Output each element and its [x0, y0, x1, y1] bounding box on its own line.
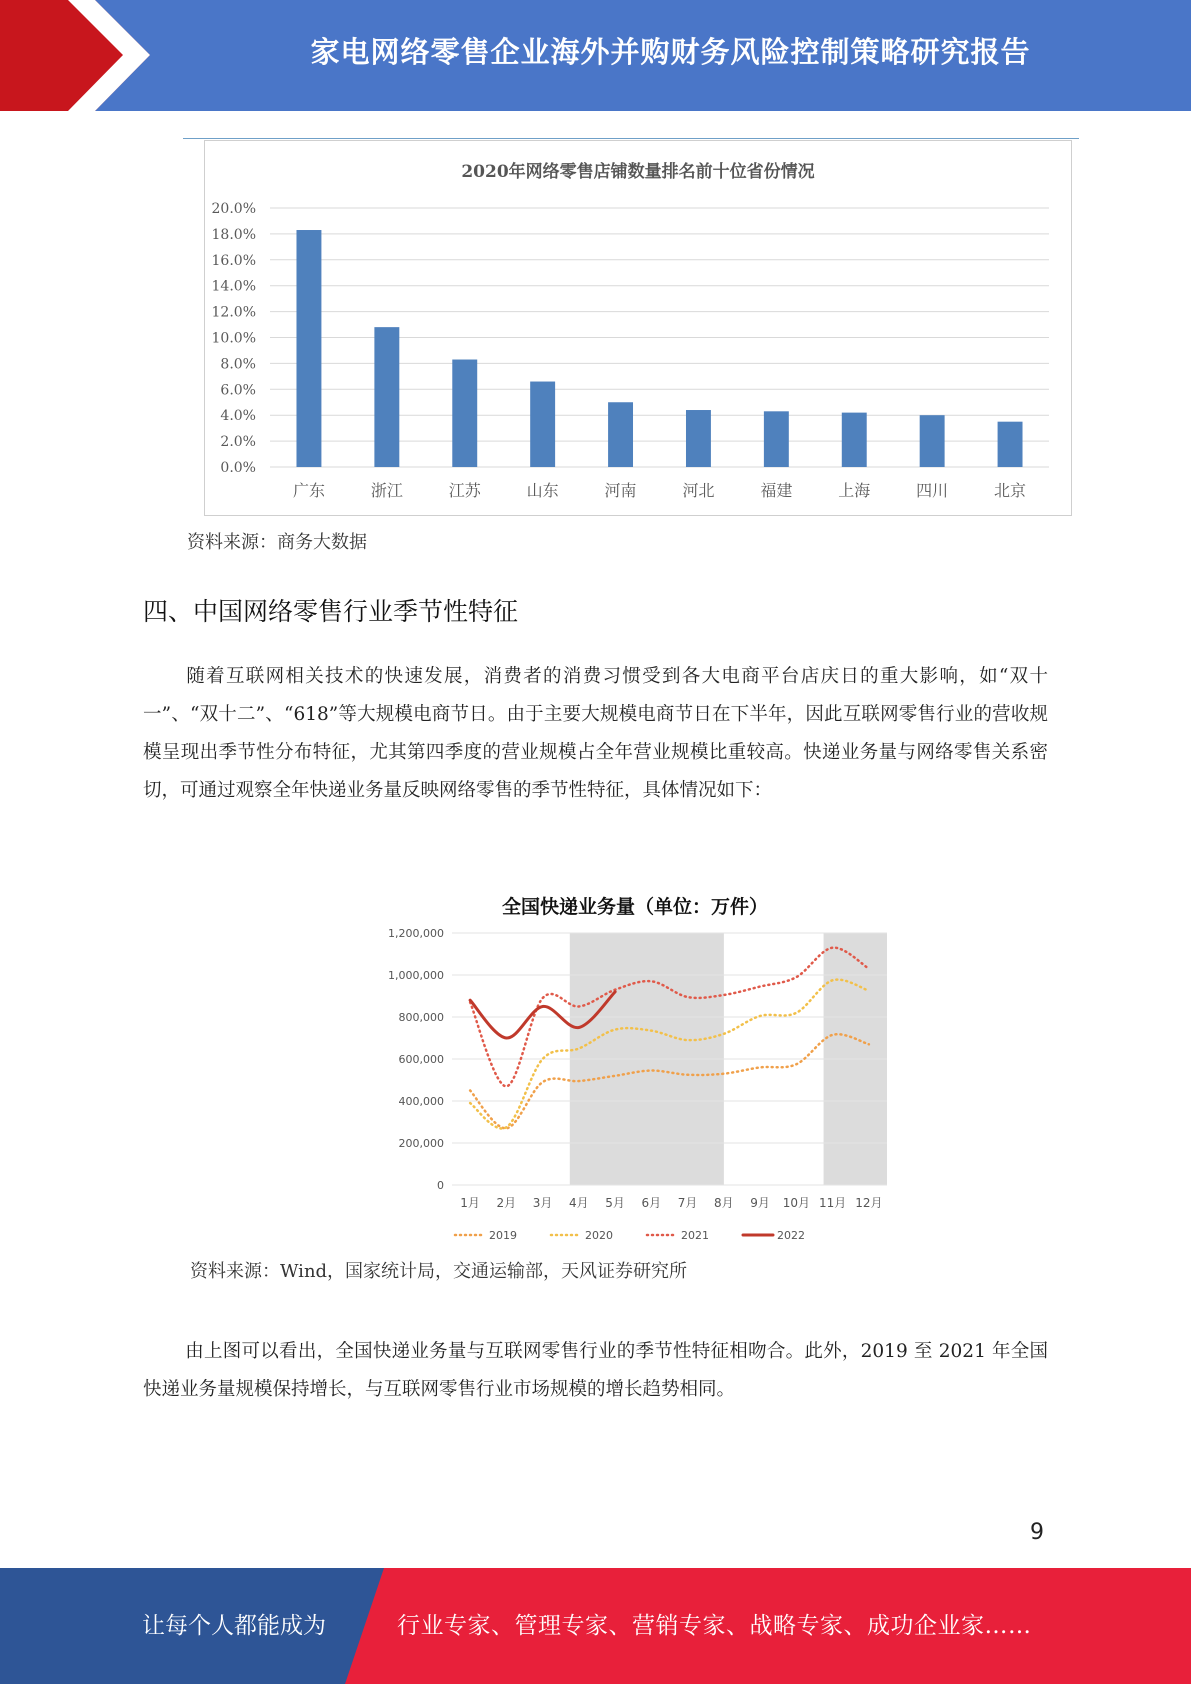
- bar-chart-category-label: 江苏: [448, 481, 481, 500]
- line-chart-month-label: 5月: [605, 1196, 625, 1210]
- line-chart: [380, 915, 900, 1255]
- line-chart-month-label: 7月: [677, 1196, 698, 1210]
- footer-slogan-right: 行业专家、管理专家、营销专家、战略专家、成功企业家……: [397, 1613, 1032, 1639]
- legend-label-2021: 2021: [681, 1229, 709, 1242]
- chart1-top-rule: [183, 138, 1079, 139]
- line-chart-month-label: 9月: [750, 1196, 770, 1210]
- line-chart-month-label: 10月: [782, 1196, 811, 1210]
- chart2-source: 资料来源：Wind，国家统计局，交通运输部，天风证券研究所: [190, 1261, 688, 1282]
- line-chart-ytick-label: 0: [437, 1179, 444, 1192]
- line-chart-ytick-label: 800,000: [398, 1011, 444, 1024]
- legend-label-2020: 2020: [585, 1229, 613, 1242]
- line-chart-month-label: 2月: [496, 1196, 517, 1210]
- bar-chart-category-label: 福建: [760, 481, 793, 500]
- bar-chart-ytick-label: 8.0%: [220, 356, 256, 373]
- line-chart-ytick-label: 400,000: [398, 1095, 444, 1108]
- bar-0: [296, 230, 321, 467]
- line-chart-month-label: 12月: [855, 1196, 883, 1210]
- bar-chart: [205, 141, 1071, 515]
- line-chart-ytick-label: 1,000,000: [388, 969, 444, 982]
- bar-1: [374, 327, 399, 467]
- bar-5: [686, 410, 711, 467]
- bar-chart-category-label: 山东: [526, 481, 559, 500]
- bar-chart-ytick-label: 6.0%: [220, 382, 256, 399]
- bar-8: [920, 415, 945, 467]
- footer-slogan-left: 让每个人都能成为: [142, 1613, 326, 1639]
- paragraph-1: [143, 658, 1048, 810]
- line-chart-ytick-label: 1,200,000: [388, 927, 444, 940]
- bar-chart-category-label: 浙江: [370, 481, 403, 500]
- line-chart-month-label: 6月: [641, 1196, 662, 1210]
- paragraph-1-text: 随着互联网相关技术的快速发展，消费者的消费习惯受到各大电商平台店庆日的重大影响，如“双十一”、“双十二”、“618”等大规模电商节日。由于主要大规模电商节日在下半年，因此互联网零售行业的营收规模呈现出季节性分布特征，尤其第四季度的营业规模占全年营业规模比重较高。快递业务量与网络零售关系密切，可通过观察全年快递业务量反映网络零售的季节性特征，具体情况如下：: [143, 666, 1048, 801]
- bar-4: [608, 402, 633, 467]
- header-title: 家电网络零售企业海外并购财务风险控制策略研究报告: [310, 35, 1031, 69]
- bar-chart-ytick-label: 14.0%: [211, 278, 256, 295]
- legend-label-2019: 2019: [489, 1229, 517, 1242]
- line-chart-month-label: 4月: [569, 1196, 589, 1210]
- bar-7: [842, 413, 867, 467]
- bar-chart-ytick-label: 18.0%: [211, 226, 256, 243]
- bar-chart-category-label: 北京: [994, 481, 1027, 500]
- bar-chart-category-label: 上海: [838, 481, 871, 500]
- bar-chart-category-label: 广东: [292, 481, 325, 500]
- line-chart-month-label: 3月: [532, 1196, 553, 1210]
- line-chart-month-label: 8月: [714, 1196, 734, 1210]
- line-chart-month-label: 1月: [460, 1196, 480, 1210]
- bar-chart-category-label: 四川: [916, 481, 949, 500]
- bar-chart-ytick-label: 12.0%: [211, 304, 256, 321]
- bar-2: [452, 360, 477, 467]
- line-chart-title: 全国快递业务量（单位：万件）: [501, 896, 768, 918]
- section-heading: 四、中国网络零售行业季节性特征: [143, 597, 519, 626]
- bar-chart-ytick-label: 4.0%: [220, 408, 256, 425]
- page-footer: [0, 1568, 1191, 1684]
- legend-label-2022: 2022: [777, 1229, 805, 1242]
- line-chart-ytick-label: 600,000: [398, 1053, 444, 1066]
- bar-chart-category-label: 河南: [604, 481, 637, 500]
- paragraph-2: [143, 1333, 1048, 1409]
- bar-chart-frame: [204, 140, 1072, 516]
- bar-chart-ytick-label: 0.0%: [220, 460, 256, 476]
- bar-9: [998, 422, 1023, 467]
- bar-chart-title: 2020年网络零售店铺数量排名前十位省份情况: [461, 162, 815, 182]
- bar-chart-ytick-label: 20.0%: [211, 201, 256, 217]
- bar-chart-ytick-label: 2.0%: [220, 434, 256, 451]
- bar-chart-ytick-label: 16.0%: [211, 252, 256, 269]
- line-chart-month-label: 11月: [818, 1196, 847, 1210]
- chart1-source: 资料来源：商务大数据: [187, 532, 367, 553]
- bar-6: [764, 411, 789, 467]
- bar-chart-category-label: 河北: [682, 481, 715, 500]
- line-chart-ytick-label: 200,000: [398, 1137, 444, 1150]
- page-number: 9: [1030, 1520, 1044, 1545]
- bar-3: [530, 382, 555, 467]
- bar-chart-ytick-label: 10.0%: [211, 330, 256, 347]
- paragraph-2-text: 由上图可以看出，全国快递业务量与互联网零售行业的季节性特征相吻合。此外，2019 至 2021 年全国快递业务量规模保持增长，与互联网零售行业市场规模的增长趋势相同。: [143, 1341, 1048, 1400]
- page-header: [0, 0, 1191, 111]
